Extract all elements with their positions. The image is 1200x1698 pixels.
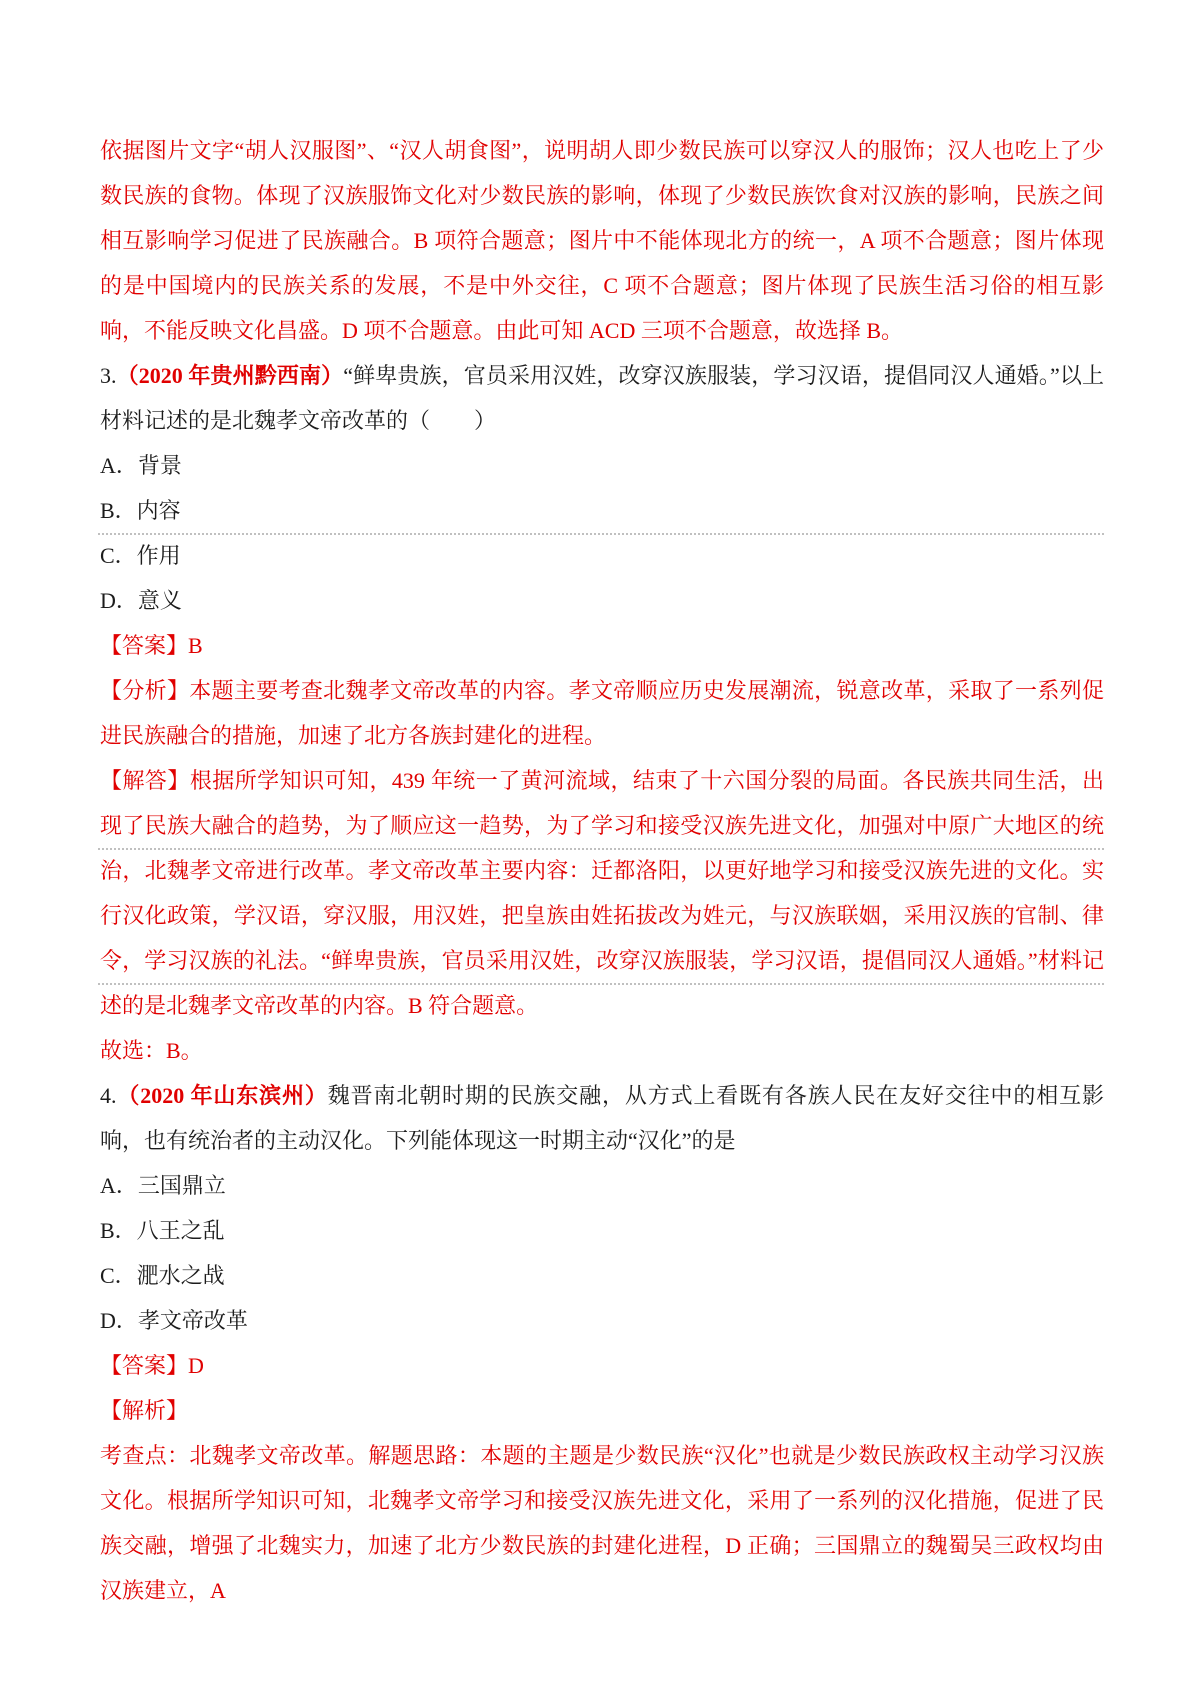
question-3-conclusion: 故选：B。 bbox=[100, 1038, 203, 1063]
question-3-option-c: C．作用 bbox=[100, 543, 181, 568]
question-3-answer-value: B bbox=[188, 633, 203, 658]
question-4-answer-label: 【答案】 bbox=[100, 1353, 189, 1378]
question-3-explanation: 【解答】根据所学知识可知，439 年统一了黄河流域，结束了十六国分裂的局面。各民族共同生活，出现了民族大融合的趋势，为了顺应这一趋势，为了学习和接受汉族先进文化，加强对中原广大地区的统治，北魏孝文帝进行改革。孝文帝改革主要内容：迁都洛阳，以更好地学习和接受汉族先进的文化。实行汉化政策，学汉语，穿汉服，用汉姓，把皇族由姓拓拔改为姓元，与汉族联姻，采用汉族的官制、律令，学习汉族的礼法。“鲜卑贵族，官员采用汉姓，改穿汉族服装，学习汉语，提倡同汉人通婚。”材料记述的是北魏孝文帝改革的内容。B 符合题意。 bbox=[100, 768, 1104, 1018]
question-3-answer-label: 【答案】 bbox=[100, 633, 189, 658]
question-4-option-a: A．三国鼎立 bbox=[100, 1173, 226, 1198]
question-3-number: 3. bbox=[100, 363, 117, 388]
question-4-analysis: 考查点：北魏孝文帝改革。解题思路：本题的主题是少数民族“汉化”也就是少数民族政权主动学习汉族文化。根据所学知识可知，北魏孝文帝学习和接受汉族先进文化，采用了一系列的汉化措施，促进了民族交融，增强了北魏实力，加速了北方少数民族的封建化进程，D 正确；三国鼎立的魏蜀吴三政权均由汉族建立，A bbox=[100, 1443, 1104, 1603]
question-3-stem bbox=[100, 353, 1104, 443]
question-4-number: 4. bbox=[100, 1083, 117, 1108]
previous-question-analysis: 依据图片文字“胡人汉服图”、“汉人胡食图”，说明胡人即少数民族可以穿汉人的服饰；汉人也吃上了少数民族的食物。体现了汉族服饰文化对少数民族的影响，体现了少数民族饮食对汉族的影响，民族之间相互影响学习促进了民族融合。B 项符合题意；图片中不能体现北方的统一，A 项不合题意；图片体现的是中国境内的民族关系的发展，不是中外交往，C 项不合题意；图片体现了民族生活习俗的相互影响，不能反映文化昌盛。D 项不合题意。由此可知 ACD 三项不合题意，故选择 B。 bbox=[100, 138, 1104, 343]
question-4-source-tag: （2020 年山东滨州） bbox=[116, 1083, 328, 1108]
document-body bbox=[100, 128, 1104, 1613]
question-4-option-b: B．八王之乱 bbox=[100, 1218, 225, 1243]
question-4-text: 魏晋南北朝时期的民族交融，从方式上看既有各族人民在友好交往中的相互影响，也有统治者的主动汉化。下列能体现这一时期主动“汉化”的是 bbox=[100, 1083, 1104, 1153]
question-3-option-b: B．内容 bbox=[100, 498, 181, 523]
question-4-stem bbox=[100, 1073, 1104, 1163]
question-4-option-c: C．淝水之战 bbox=[100, 1263, 225, 1288]
question-3-option-d: D．意义 bbox=[100, 588, 182, 613]
question-3-option-a: A．背景 bbox=[100, 453, 182, 478]
question-3-source-tag: （2020 年贵州黔西南） bbox=[116, 363, 344, 388]
question-4-answer-value: D bbox=[188, 1353, 204, 1378]
question-4-option-d: D．孝文帝改革 bbox=[100, 1308, 248, 1333]
question-3-answer-line bbox=[100, 623, 1104, 668]
question-4-answer-line bbox=[100, 1343, 1104, 1388]
question-3-text: “鲜卑贵族，官员采用汉姓，改穿汉族服装，学习汉语，提倡同汉人通婚。”以上材料记述的是北魏孝文帝改革的（ ） bbox=[100, 363, 1104, 433]
question-4-analysis-label: 【解析】 bbox=[100, 1398, 189, 1423]
question-3-analysis: 【分析】本题主要考查北魏孝文帝改革的内容。孝文帝顺应历史发展潮流，锐意改革，采取了一系列促进民族融合的措施，加速了北方各族封建化的进程。 bbox=[100, 678, 1104, 748]
